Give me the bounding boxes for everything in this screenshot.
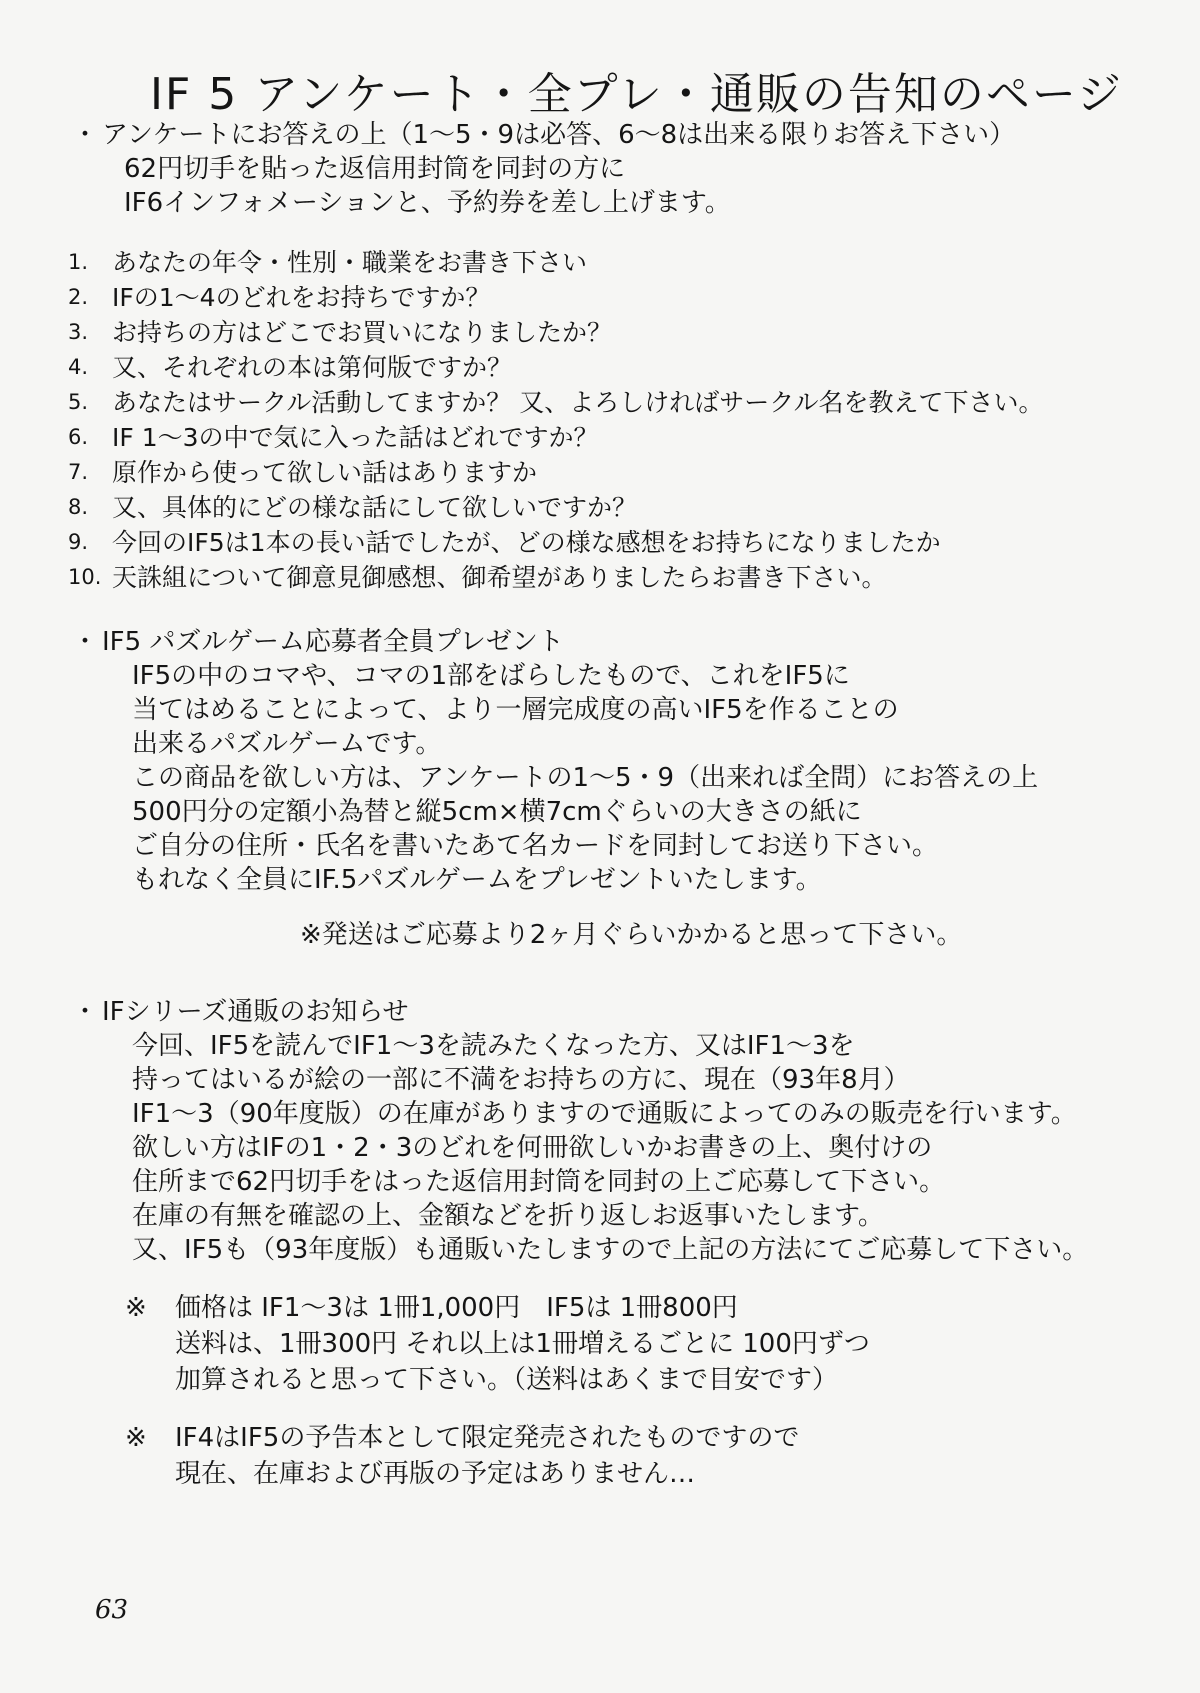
mailorder-line: IF1〜3（90年度版）の在庫がありますので通販によってのみの販売を行います。 [132, 1099, 1077, 1129]
mailorder-heading [72, 995, 1132, 1029]
present-section [72, 625, 1132, 897]
price-note [125, 1290, 1125, 1398]
question-number: 9. [68, 530, 89, 554]
reference-mark: ※ [125, 1423, 147, 1453]
note-text: 価格は IF1〜3は 1冊1,000円 IF5は 1冊800円 [175, 1293, 738, 1323]
note-spacer [125, 1362, 175, 1398]
note-text: 送料は、1冊300円 それ以上は1冊増えるごとに 100円ずつ [175, 1329, 870, 1359]
intro-line-3: IF6インフォメーションと、予約券を差し上げます。 [124, 188, 731, 218]
question-text: IF 1〜3の中で気に入った話はどれですか？ [112, 423, 599, 452]
question-item [68, 315, 1128, 350]
stock-note [125, 1420, 1125, 1492]
question-item [68, 490, 1128, 525]
note-row [125, 1362, 1125, 1398]
questionnaire-section [68, 245, 1128, 595]
mailorder-section [72, 995, 1132, 1267]
question-text: IFの1〜4のどれをお持ちですか？ [112, 283, 491, 312]
note-row [125, 1456, 1125, 1492]
mailorder-line: 在庫の有無を確認の上、金額などを折り返しお返事いたします。 [132, 1201, 884, 1231]
page-title: IF 5 アンケート・全プレ・通販の告知のページ [150, 69, 1123, 120]
question-number: 3. [68, 320, 89, 344]
note-text: IF4はIF5の予告本として限定発売されたものですので [175, 1423, 800, 1453]
present-line: もれなく全員にIF.5パズルゲームをプレゼントいたします。 [132, 865, 822, 895]
present-heading-text: IF5 パズルゲーム応募者全員プレゼント [102, 627, 564, 657]
present-line: 500円分の定額小為替と縦5cm×横7cmぐらいの大きさの紙に [132, 797, 862, 827]
present-line: 当てはめることによって、より一層完成度の高いIF5を作ることの [132, 695, 899, 725]
question-number: 4. [68, 355, 89, 379]
mailorder-line: 住所まで62円切手をはった返信用封筒を同封の上ご応募して下さい。 [132, 1167, 946, 1197]
question-text: 天誅組について御意見御感想、御希望がありましたらお書き下さい。 [112, 563, 887, 592]
intro-line-2: 62円切手を貼った返信用封筒を同封の方に [124, 154, 626, 184]
question-number: 5. [68, 390, 89, 414]
question-text: 今回のIF5は1本の長い話でしたが、どの様な感想をお持ちになりましたか [112, 528, 941, 557]
question-text: 又、それぞれの本は第何版ですか？ [112, 353, 513, 382]
question-item [68, 455, 1128, 490]
page-number: 63 [95, 1595, 129, 1625]
mailorder-line: 欲しい方はIFの1・2・3のどれを何冊欲しいかお書きの上、奥付けの [132, 1133, 933, 1163]
bullet-mark: ・ [72, 120, 99, 150]
mailorder-line: 今回、IF5を読んでIF1〜3を読みたくなった方、又はIF1〜3を [132, 1031, 855, 1061]
question-number: 6. [68, 425, 89, 449]
question-text: 又、具体的にどの様な話にして欲しいですか？ [112, 493, 638, 522]
note-row [125, 1420, 1125, 1456]
intro-line-1 [72, 118, 1132, 152]
shipping-note: ※発送はご応募より2ヶ月ぐらいかかると思って下さい。 [300, 920, 963, 950]
present-line: 出来るパズルゲームです。 [132, 729, 442, 759]
question-text: あなたの年令・性別・職業をお書き下さい [112, 248, 588, 277]
mailorder-line: 又、IF5も（93年度版）も通販いたしますので上記の方法にてご応募して下さい。 [132, 1235, 1089, 1265]
question-number: 1. [68, 250, 89, 274]
question-number: 10. [68, 565, 102, 589]
note-text: 加算されると思って下さい。（送料はあくまで目安です） [175, 1365, 839, 1395]
bullet-mark: ・ [72, 627, 99, 657]
mailorder-line: 持ってはいるが絵の一部に不満をお持ちの方に、現在（93年8月） [132, 1065, 910, 1095]
bullet-mark: ・ [72, 997, 99, 1027]
present-line: ご自分の住所・氏名を書いたあて名カードを同封してお送り下さい。 [132, 831, 939, 861]
intro-section [72, 118, 1132, 220]
question-item [68, 525, 1128, 560]
question-item [68, 385, 1128, 420]
intro-text: アンケートにお答えの上（1〜5・9は必答、6〜8は出来る限りお答え下さい） [102, 120, 1016, 150]
present-line: この商品を欲しい方は、アンケートの1〜5・9（出来れば全問）にお答えの上 [132, 763, 1039, 793]
note-text: 現在、在庫および再版の予定はありません… [175, 1459, 696, 1489]
question-text: あなたはサークル活動してますか？ 又、よろしければサークル名を教えて下さい。 [112, 388, 1044, 417]
mailorder-heading-text: IFシリーズ通販のお知らせ [102, 997, 409, 1027]
question-text: お持ちの方はどこでお買いになりましたか？ [112, 318, 613, 347]
question-list [68, 245, 1128, 595]
question-item [68, 280, 1128, 315]
note-spacer [125, 1326, 175, 1362]
present-line: IF5の中のコマや、コマの1部をばらしたもので、これをIF5に [132, 661, 850, 691]
note-spacer [125, 1456, 175, 1492]
question-item [68, 560, 1128, 595]
question-item [68, 420, 1128, 455]
question-item [68, 245, 1128, 280]
question-item [68, 350, 1128, 385]
present-heading [72, 625, 1132, 659]
question-number: 8. [68, 495, 89, 519]
note-row [125, 1290, 1125, 1326]
question-number: 7. [68, 460, 89, 484]
note-row [125, 1326, 1125, 1362]
question-number: 2. [68, 285, 89, 309]
reference-mark: ※ [125, 1293, 147, 1323]
question-text: 原作から使って欲しい話はありますか [112, 458, 538, 487]
